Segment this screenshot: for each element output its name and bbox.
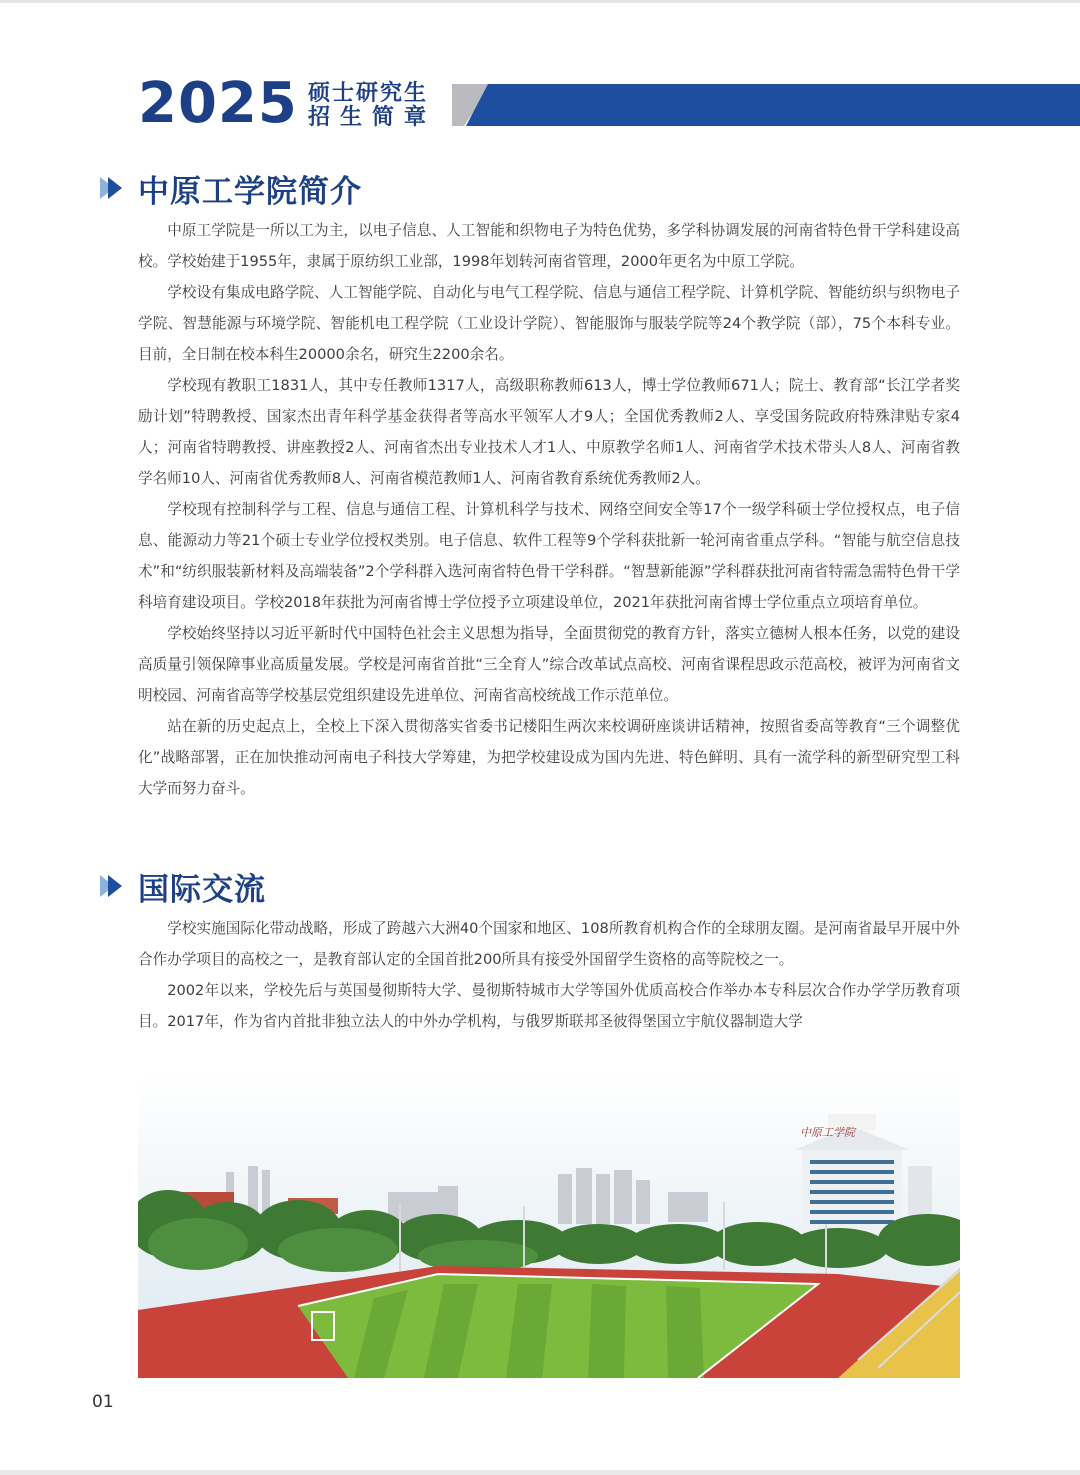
header-year: 2025: [138, 71, 298, 136]
header-subtitle: [308, 82, 436, 130]
intro-paragraph: 学校现有控制科学与工程、信息与通信工程、计算机科学与技术、网络空间安全等17个一级学科硕士学位授权点，电子信息、能源动力等21个硕士专业学位授权类别。电子信息、软件工程等9个学科获批新一轮河南省重点学科。“智能与航空信息技术”和“纺织服装新材料及高端装备”2个学科群入选河南省特色骨干学科群。“智慧新能源”学科群获批河南省特需急需特色骨干学科培育建设项目。学校2018年获批为河南省博士学位授予立项建设单位，2021年获批河南省博士学位重点立项培育单位。: [138, 501, 960, 611]
double-arrow-icon: [100, 173, 128, 203]
international-paragraph: 2002年以来，学校先后与英国曼彻斯特大学、曼彻斯特城市大学等国外优质高校合作举办本专科层次合作办学学历教育项目。2017年，作为省内首批非独立法人的中外办学机构，与俄罗斯联邦圣彼得堡国立宇航仪器制造大学: [138, 982, 960, 1030]
intro-paragraph: 站在新的历史起点上，全校上下深入贯彻落实省委书记楼阳生两次来校调研座谈讲话精神，按照省委高等教育“三个调整优化”战略部署，正在加快推动河南电子科技大学筹建，为把学校建设成为国内先进、特色鲜明、具有一流学科的新型研究型工科大学而努力奋斗。: [138, 718, 960, 797]
section-title-international: 国际交流: [138, 871, 266, 908]
top-rule: [0, 0, 1080, 3]
header-subtitle-line1: 硕士研究生: [308, 81, 429, 106]
header-band-blue: [466, 84, 1080, 126]
page-number: 01: [92, 1392, 114, 1412]
intro-paragraph: 学校始终坚持以习近平新时代中国特色社会主义思想为指导，全面贯彻党的教育方针，落实立德树人根本任务，以党的建设高质量引领保障事业高质量发展。学校是河南省首批“三全育人”综合改革试点高校、河南省课程思政示范高校，被评为河南省文明校园、河南省高等学校基层党组织建设先进单位、河南省高校统战工作示范单位。: [138, 625, 960, 704]
double-arrow-icon: [100, 871, 128, 901]
section-title-intro: 中原工学院简介: [138, 173, 362, 210]
header-subtitle-line2: 招生简章: [308, 105, 437, 130]
section-heading-international: [100, 866, 266, 906]
intro-paragraph: 学校现有教职工1831人，其中专任教师1317人，高级职称教师613人，博士学位教师671人；院士、教育部“长江学者奖励计划”特聘教授、国家杰出青年科学基金获得者等高水平领军人才9人；全国优秀教师2人、享受国务院政府特殊津贴专家4人；河南省特聘教授、讲座教授2人、河南省杰出专业技术人才1人、中原教学名师1人、河南省学术技术带头人8人、河南省教学名师10人、河南省优秀教师8人、河南省模范教师1人、河南省教育系统优秀教师2人。: [138, 377, 960, 487]
section-heading-intro: [100, 168, 362, 208]
intro-paragraph: 学校设有集成电路学院、人工智能学院、自动化与电气工程学院、信息与通信工程学院、计算机学院、智能纺织与织物电子学院、智慧能源与环境学院、智能机电工程学院（工业设计学院）、智能服饰与服装学院等24个教学院（部），75个本科专业。目前，全日制在校本科生20000余名，研究生2200余名。: [138, 284, 960, 363]
campus-photo: [138, 1074, 960, 1378]
intro-paragraph: 中原工学院是一所以工为主，以电子信息、人工智能和织物电子为特色优势，多学科协调发展的河南省特色骨干学科建设高校。学校始建于1955年，隶属于原纺织工业部，1998年划转河南省管理，2000年更名为中原工学院。: [138, 222, 960, 270]
intro-body: [138, 215, 960, 804]
international-paragraph: 学校实施国际化带动战略，形成了跨越六大洲40个国家和地区、108所教育机构合作的全球朋友圈。是河南省最早开展中外合作办学项目的高校之一，是教育部认定的全国首批200所具有接受外国留学生资格的高等院校之一。: [138, 920, 960, 968]
bottom-rule: [0, 1470, 1080, 1475]
international-body: [138, 913, 960, 1037]
building-sign: 中原工学院: [800, 1126, 855, 1139]
